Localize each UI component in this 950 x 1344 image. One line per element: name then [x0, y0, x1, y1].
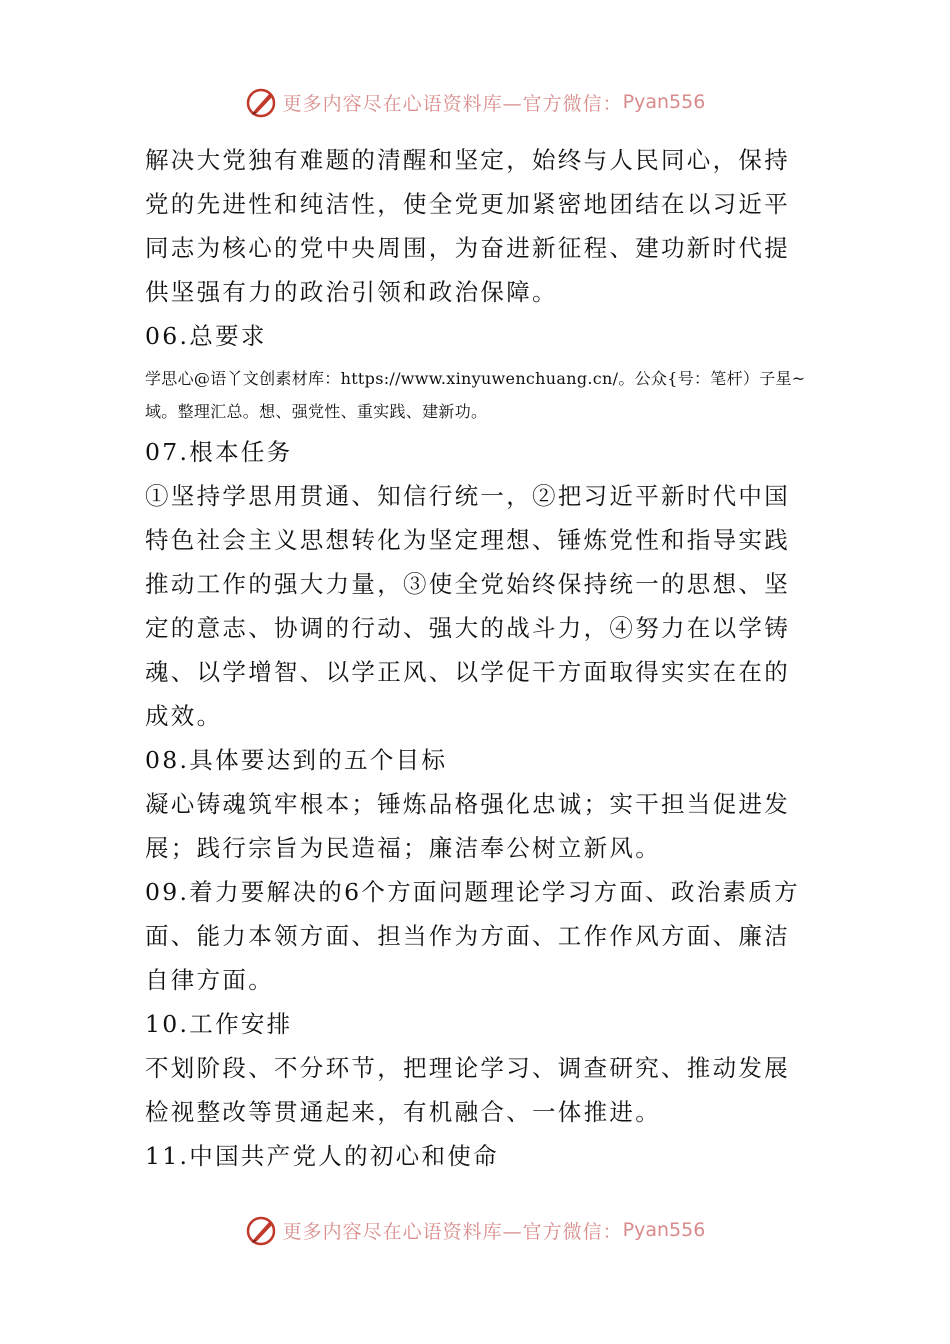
- pen-logo-icon: [245, 85, 279, 119]
- footer-watermark: [0, 1210, 950, 1250]
- document-body: [145, 138, 810, 1178]
- watermark-text: 更多内容尽在心语资料库—官方微信：: [282, 1220, 623, 1243]
- paragraph: ①坚持学思用贯通、知信行统一，②把习近平新时代中国特色社会主义思想转化为坚定理想、锤炼党性和指导实践推动工作的强大力量，③使全党始终保持统一的思想、坚定的意志、协调的行动、强大的战斗力，④努力在以学铸魂、以学增智、以学正风、以学促干方面取得实实在在的成效。: [145, 482, 790, 730]
- source-note: 学思心@语丫文创素材库：https://www.xinyuwenchuang.cn/。公众{号：笔杆）子星~域。整理汇总。想、强党性、重实践、建新功。: [145, 369, 806, 421]
- paragraph: 09.着力要解决的6个方面问题理论学习方面、政治素质方面、能力本领方面、担当作为方面、工作作风方面、廉洁自律方面。: [145, 878, 800, 994]
- header-watermark: [0, 82, 950, 122]
- section-heading: 11.中国共产党人的初心和使命: [145, 1142, 499, 1170]
- section-heading: 10.工作安排: [145, 1010, 293, 1038]
- watermark-handle: Pyan556: [622, 91, 706, 113]
- paragraph: 解决大党独有难题的清醒和坚定，始终与人民同心，保持党的先进性和纯洁性，使全党更加紧密地团结在以习近平同志为核心的党中央周围，为奋进新征程、建功新时代提供坚强有力的政治引领和政治保障。: [145, 146, 790, 306]
- pen-logo-icon: [245, 1213, 279, 1247]
- section-heading: 06.总要求: [145, 322, 267, 350]
- section-heading: 07.根本任务: [145, 438, 293, 466]
- watermark-handle: Pyan556: [622, 1219, 706, 1241]
- watermark-text: 更多内容尽在心语资料库—官方微信：: [282, 92, 623, 115]
- paragraph: 凝心铸魂筑牢根本；锤炼品格强化忠诚；实干担当促进发展；践行宗旨为民造福；廉洁奉公树立新风。: [145, 790, 790, 862]
- paragraph: 不划阶段、不分环节，把理论学习、调查研究、推动发展检视整改等贯通起来，有机融合、一体推进。: [145, 1054, 790, 1126]
- section-heading: 08.具体要达到的五个目标: [145, 746, 448, 774]
